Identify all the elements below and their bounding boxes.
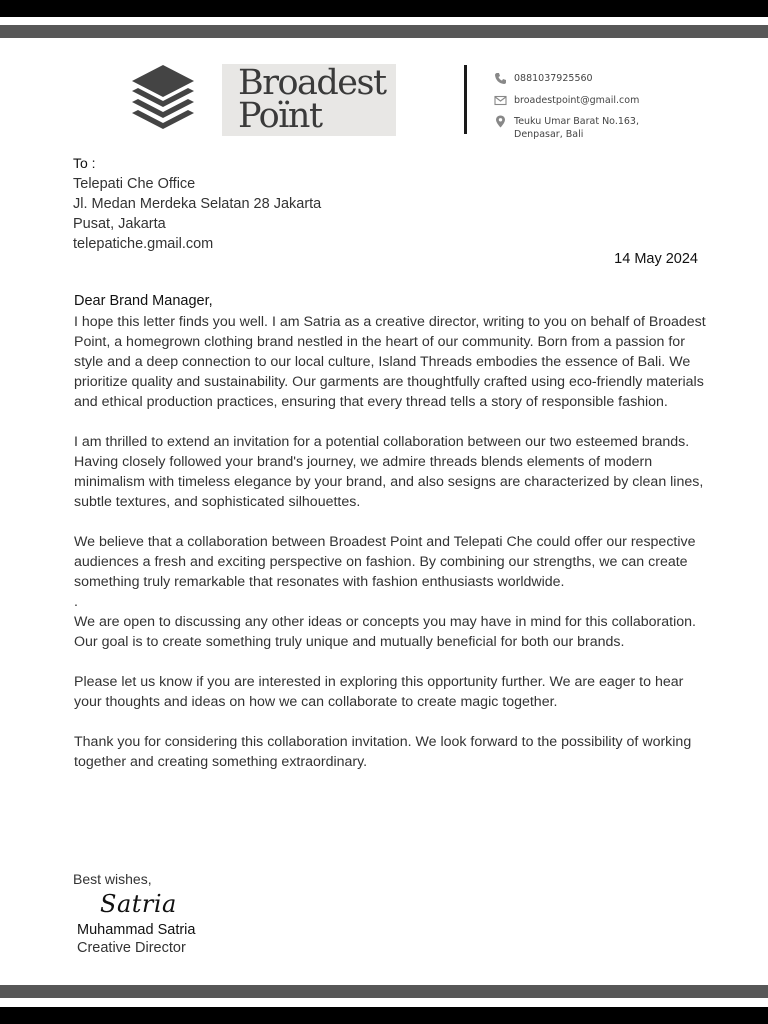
recipient-line: Pusat, Jakarta — [73, 216, 166, 232]
recipient-block — [73, 174, 321, 254]
address-line1: Teuku Umar Barat No.163, — [514, 116, 639, 127]
contact-email — [494, 94, 639, 107]
body-paragraph: Please let us know if you are interested in exploring this opportunity further. We are eager to hear your thoughts and ideas on how we can collaborate to create magic together. — [74, 674, 684, 710]
signer-title: Creative Director — [77, 940, 186, 956]
stacked-layers-icon — [130, 63, 196, 133]
body-paragraph: I hope this letter finds you well. I am Satria as a creative director, writing to you on behalf of Broadest Point, a homegrown clothing brand nestled in the heart of our community. Born from a passion for style and a deep connection to our local culture, Island Threads embodies the essence of Bali. We prioritize quality and sustainability. Our garments are thoughtfully crafted using eco-friendly materials and ethical production practices, ensuring that every thread tells a story of responsible fashion. — [74, 314, 706, 410]
to-label: To : — [73, 155, 96, 171]
recipient-line: telepatiche.gmail.com — [73, 236, 214, 252]
contact-phone — [494, 72, 593, 85]
body-paragraph: I am thrilled to extend an invitation for a potential collaboration between our two esteemed brands. Having closely followed your brand's journey, we admire threads blends elements of modern minimalism with timeless elegance by your brand, and also sesigns are characterized by clean lines, subtle textures, and sophisticated silhouettes. — [74, 434, 704, 510]
phone-number: 0881037925560 — [514, 73, 593, 84]
signer-name: Muhammad Satria — [77, 922, 196, 938]
bottom-grey-bar — [0, 985, 768, 998]
address-text — [514, 115, 639, 141]
header-divider — [464, 65, 467, 134]
body-paragraph: . — [74, 594, 78, 610]
body-paragraph: We are open to discussing any other ideas or concepts you may have in mind for this collaboration. Our goal is to create something truly unique and mutually beneficial for both our brands. — [74, 614, 696, 650]
signature: Satria — [100, 890, 177, 918]
closing: Best wishes, — [73, 871, 152, 887]
location-pin-icon — [494, 115, 507, 128]
brand-name-line2: Poïnt — [238, 96, 322, 136]
top-black-bar — [0, 0, 768, 17]
body-paragraph: We believe that a collaboration between Broadest Point and Telepati Che could offer our respective audiences a fresh and exciting perspective on fashion. By combining our strengths, we can create something truly remarkable that resonates with fashion enthusiasts worldwide. — [74, 534, 696, 590]
recipient-line: Telepati Che Office — [73, 176, 196, 192]
mail-icon — [494, 94, 507, 107]
address-line2: Denpasar, Bali — [514, 129, 584, 140]
contact-address — [494, 115, 639, 141]
bottom-black-bar — [0, 1007, 768, 1024]
body-paragraph: Thank you for considering this collaboration invitation. We look forward to the possibility of working together and creating something extraordinary. — [74, 734, 692, 770]
recipient-line: Jl. Medan Merdeka Selatan 28 Jakarta — [73, 196, 322, 212]
letter-body — [74, 312, 714, 792]
salutation: Dear Brand Manager, — [74, 293, 213, 309]
email-address: broadestpoint@gmail.com — [514, 95, 640, 106]
phone-icon — [494, 72, 507, 85]
brand-name-line1: Broadest — [238, 63, 386, 103]
letter-date: 14 May 2024 — [614, 251, 698, 267]
top-grey-bar — [0, 25, 768, 38]
brand-wordmark — [222, 64, 396, 136]
